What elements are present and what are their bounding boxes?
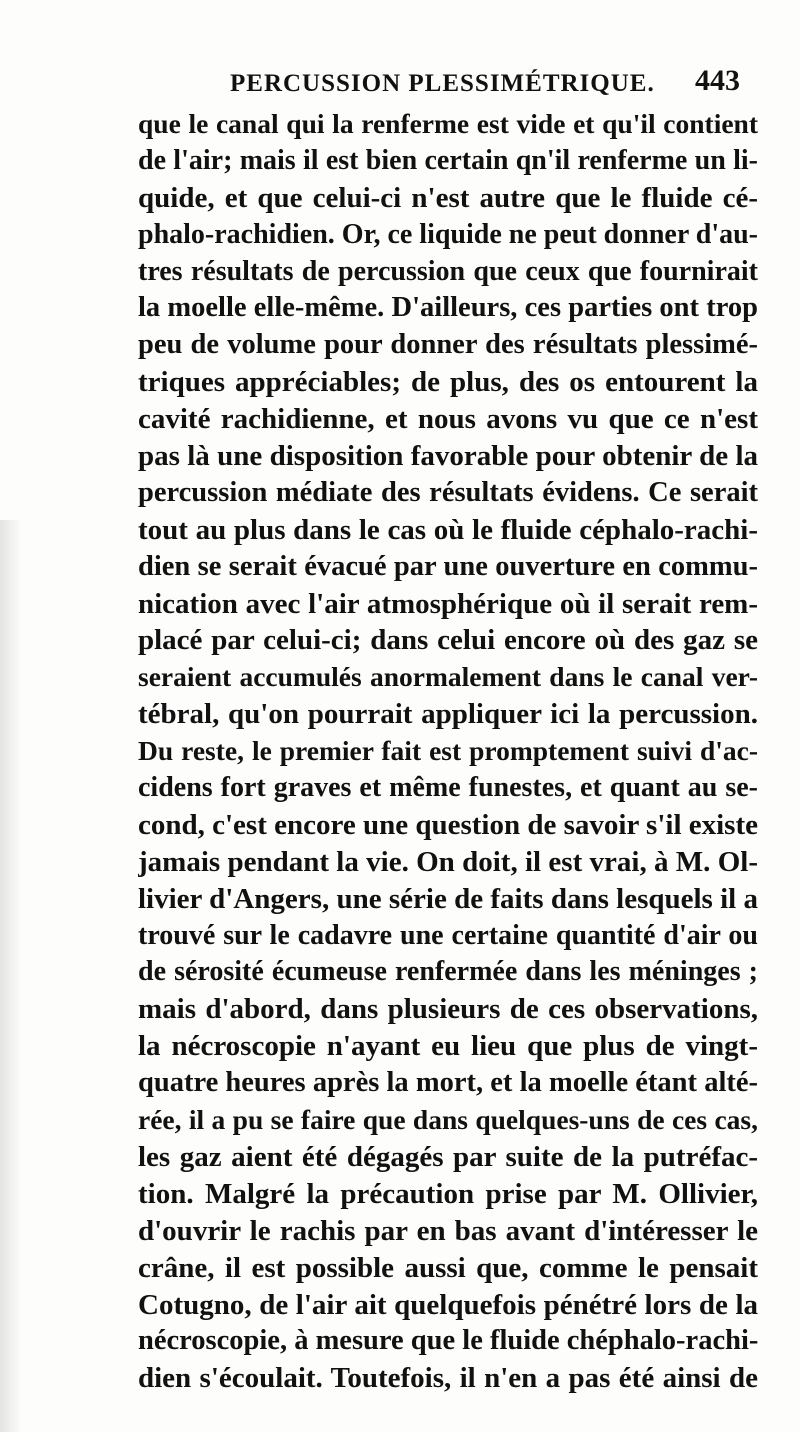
text-line: dien s'écoulait. Toutefois, il n'en a pas été ainsi de xyxy=(138,1362,758,1395)
text-line: Du reste, le premier fait est promptement suivi d'ac- xyxy=(138,735,758,767)
text-line: percussion médiate des résultats évidens. Ce serait xyxy=(138,476,758,508)
text-line: jamais pendant la vie. On doit, il est vrai, à M. Ol- xyxy=(138,845,758,878)
text-line: la nécroscopie n'ayant eu lieu que plus de vingt- xyxy=(138,1030,758,1063)
text-line: cidens fort graves et même funestes, et quant au se- xyxy=(138,772,758,804)
text-line: nécroscopie, à mesure que le fluide chéphalo-rachi- xyxy=(138,1325,758,1357)
text-line: trouvé sur le cadavre une certaine quantité d'air ou xyxy=(138,919,758,951)
text-line: quide, et que celui-ci n'est autre que le fluide cé- xyxy=(138,181,758,214)
text-line: d'ouvrir le rachis par en bas avant d'intéresser le xyxy=(138,1214,758,1247)
text-line: mais d'abord, dans plusieurs de ces observations, xyxy=(138,993,758,1026)
text-line: cond, c'est encore une question de savoir s'il existe xyxy=(138,808,758,841)
body-text xyxy=(138,106,758,1397)
text-line: Cotugno, de l'air ait quelquefois pénétré lors de la xyxy=(138,1288,758,1321)
text-line: nication avec l'air atmosphérique où il serait rem- xyxy=(138,587,758,620)
text-line: dien se serait évacué par une ouverture en commu- xyxy=(138,550,758,582)
text-line: pas là une disposition favorable pour obtenir de la xyxy=(138,440,758,473)
text-line: que le canal qui la renferme est vide et qu'il contient xyxy=(138,108,758,139)
text-line: phalo-rachidien. Or, ce liquide ne peut donner d'au- xyxy=(138,218,758,250)
text-line: les gaz aient été dégagés par suite de la putréfac- xyxy=(138,1140,758,1173)
text-line: crâne, il est possible aussi que, comme le pensait xyxy=(138,1251,758,1284)
text-line: quatre heures après la mort, et la moelle étant alté- xyxy=(138,1067,758,1099)
page-number: 443 xyxy=(695,64,740,97)
running-head: PERCUSSION PLESSIMÉTRIQUE. xyxy=(230,70,655,97)
text-line: tébral, qu'on pourrait appliquer ici la percussion. xyxy=(138,698,758,731)
text-line: placé par celui-ci; dans celui encore où des gaz se xyxy=(138,624,758,657)
text-line: triques appréciables; de plus, des os entourent la xyxy=(138,366,758,399)
text-line: de sérosité écumeuse renfermée dans les méninges ; xyxy=(138,956,758,988)
text-line: peu de volume pour donner des résultats plessimé- xyxy=(138,329,758,361)
text-line: livier d'Angers, une série de faits dans lesquels il a xyxy=(138,882,758,915)
text-line: tout au plus dans le cas où le fluide céphalo-rachi- xyxy=(138,513,758,546)
text-line: cavité rachidienne, et nous avons vu que ce n'est xyxy=(138,403,758,436)
text-line: rée, il a pu se faire que dans quelques-uns de ces cas, xyxy=(138,1104,758,1136)
text-line: tion. Malgré la précaution prise par M. Ollivier, xyxy=(138,1177,758,1210)
text-line: la moelle elle-même. D'ailleurs, ces parties ont trop xyxy=(138,292,758,324)
binding-shadow xyxy=(0,520,22,1432)
text-line: seraient accumulés anormalement dans le canal ver- xyxy=(138,661,758,693)
text-line: tres résultats de percussion que ceux que fournirait xyxy=(138,255,758,287)
text-line: de l'air; mais il est bien certain qn'il renferme un li- xyxy=(138,144,758,176)
